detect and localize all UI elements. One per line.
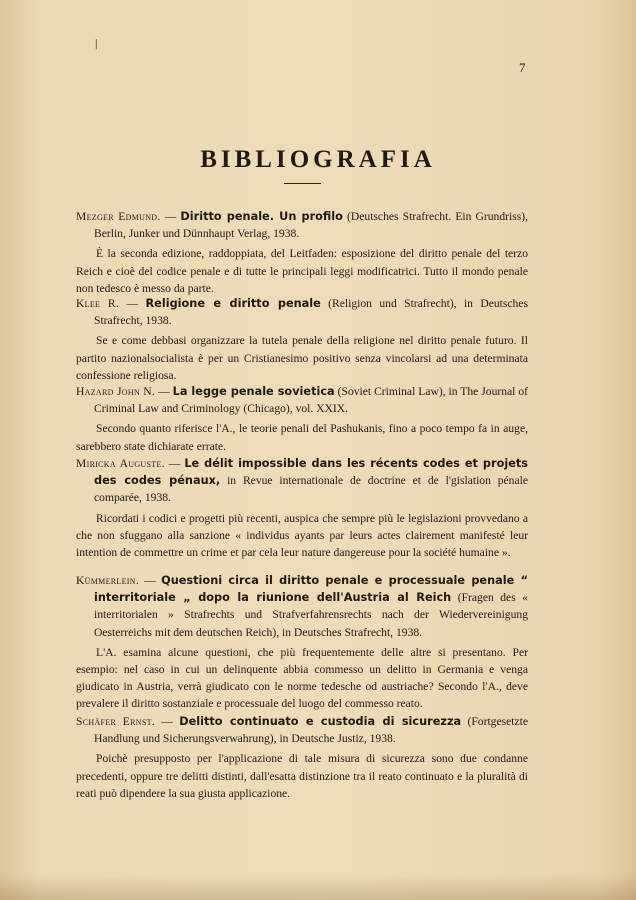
entry-heading xyxy=(76,572,528,641)
entry-title: Questioni circa il diritto penale e processuale penale “ interritoriale „ dopo la riunione dell'Austria al Reich xyxy=(94,574,528,605)
bibliography-entry xyxy=(76,208,528,297)
entry-heading xyxy=(76,208,528,242)
entry-reference: (Soviet Criminal Law), in The Journal of Criminal Law and Criminology (Chicago), vol. XXIX. xyxy=(94,385,528,416)
entry-heading xyxy=(76,383,528,417)
entry-reference: (Deutsches Strafrecht. Ein Grundriss), Berlin, Junker und Dünnhaupt Verlag, 1938. xyxy=(94,210,529,241)
entry-author: Klee R. xyxy=(76,297,120,310)
entry-reference: in Revue internationale de doctrine et de l'gislation pénale comparée, 1938. xyxy=(94,474,528,505)
title-rule xyxy=(284,183,321,184)
page-edge-shadow xyxy=(0,874,636,900)
entry-summary: Se e come debbasi organizzare la tutela penale della religione nel diritto penale futuro. Il partito nazionalsocialista è per un Cristianesimo positivo senza vincolarsi ad una determinata confessione religiosa. xyxy=(76,334,528,382)
entry-reference: (Fortgesetzte Handlung und Sicherungsverwahrung), in Deutsche Justiz, 1938. xyxy=(94,715,529,746)
section-title: BIBLIOGRAFIA xyxy=(200,146,436,173)
entry-summary: Secondo quanto riferisce l'A., le teorie penali del Pashukanis, fino a poco tempo fa in auge, sarebbero state dichiarate errate. xyxy=(76,422,528,453)
bibliography-entry xyxy=(76,713,528,802)
entry-reference: (Religion und Strafrecht), in Deutsches Strafrecht, 1938. xyxy=(94,297,528,328)
entry-title: La legge penale sovietica xyxy=(172,385,335,398)
entry-dash: — xyxy=(164,457,185,470)
entry-heading xyxy=(76,713,528,747)
entry-heading xyxy=(76,295,528,329)
entry-title: Religione e diritto penale xyxy=(145,297,321,310)
entry-author: Miricka Auguste. xyxy=(76,457,165,470)
entry-dash: — xyxy=(154,715,180,728)
bibliography-entry xyxy=(76,383,528,455)
entry-author: Schäfer Ernst. xyxy=(76,715,155,728)
entry-summary: L'A. esamina alcune questioni, che più frequentemente delle altre si presentano. Per esempio: nel caso in cui un delinquente abbia commesso un delitto in Germania e venga giudicato in Austria, verrà giudicato con le norme tedesche od austriache? Secondo l'A., deve prevalere il diritto sostanziale e processuale del luogo del commesso reato. xyxy=(76,645,528,711)
entry-dash: — xyxy=(139,574,162,587)
entry-title: Le délit impossible dans les récents codes et projets des codes pénaux, xyxy=(94,457,529,488)
margin-mark: | xyxy=(95,36,98,50)
entry-dash: — xyxy=(160,210,181,223)
entry-summary: Poichè presupposto per l'applicazione di tale misura di sicurezza sono due condanne precedenti, oppure tre delitti distinti, dall'esatta distinzione tra il reato continuato e la pluralità di reati può dipendere la sua giusta applicazione. xyxy=(76,752,528,800)
entry-heading xyxy=(76,455,528,507)
page-number: 7 xyxy=(519,60,526,75)
entry-title: Delitto continuato e custodia di sicurezza xyxy=(179,715,462,728)
bibliography-entry xyxy=(76,455,528,561)
entry-summary: Ricordati i codici e progetti più recenti, auspica che sempre più le legislazioni provvedano a che non sfuggano alla sanzione « individus ayants par leurs actes clairement manifesté leur intention de commettre un crime et par cela leur nature dangereuse pour la société humaine ». xyxy=(76,511,528,560)
entry-dash: — xyxy=(119,297,146,310)
entry-author: Mezger Edmund. xyxy=(76,210,161,223)
entry-dash: — xyxy=(155,385,173,398)
bibliography-entry xyxy=(76,572,528,713)
entry-reference: (Fragen des « interritorialen » Strafrechts und Strafverfahrensrechts nach der Wiedervereinigung Oesterreichs mit dem deutschen Reich), in Deutsches Strafrecht, 1938. xyxy=(94,591,528,639)
entry-author: Hazard John N. xyxy=(76,385,156,398)
entry-title: Diritto penale. Un profilo xyxy=(180,210,343,223)
bibliography-entry xyxy=(76,295,528,384)
entry-summary: È la seconda edizione, raddoppiata, del Leitfaden: esposizione del diritto penale del terzo Reich e cioè del codice penale e di tutte le principali leggi modificatrici. Tutto il mondo penale non tedesco è messo da parte. xyxy=(76,247,528,295)
entry-author: Kümmerlein. xyxy=(76,574,140,587)
